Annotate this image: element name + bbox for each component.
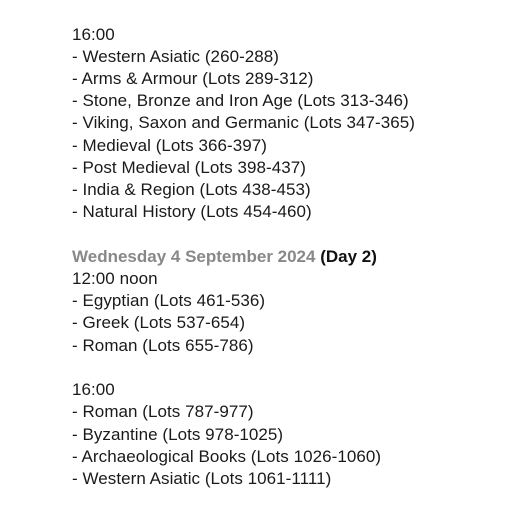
spacer <box>72 357 502 379</box>
day-date: Wednesday 4 September 2024 <box>72 246 316 266</box>
lot-range-item: - Roman (Lots 787-977) <box>72 402 254 422</box>
session-time: 16:00 <box>72 380 115 400</box>
lot-range-item: - Western Asiatic (Lots 1061-1111) <box>72 469 332 489</box>
lot-range-item: - Arms & Armour (Lots 289-312) <box>72 68 314 88</box>
session-time: 16:00 <box>72 24 115 44</box>
lot-range-item: - Byzantine (Lots 978-1025) <box>72 424 284 444</box>
lot-range-item: - Egyptian (Lots 461-536) <box>72 291 266 311</box>
lot-range-item: - Greek (Lots 537-654) <box>72 313 246 333</box>
lot-range-item: - Archaeological Books (Lots 1026-1060) <box>72 446 382 466</box>
spacer <box>72 223 502 245</box>
lot-range-item: - India & Region (Lots 438-453) <box>72 180 311 199</box>
spacer <box>72 1 502 23</box>
auction-schedule <box>72 0 502 490</box>
session-time: 12:00 noon <box>72 269 158 288</box>
day-label: (Day 2) <box>320 246 377 266</box>
day-heading <box>72 246 502 268</box>
lot-range-item: - Medieval (Lots 366-397) <box>72 135 267 155</box>
lot-range-item: - Post Medieval (Lots 398-437) <box>72 157 306 177</box>
lot-range-item: - Viking, Saxon and Germanic (Lots 347-365) <box>72 113 415 133</box>
lot-range-item: - Natural History (Lots 454-460) <box>72 202 312 222</box>
lot-range-item: - Stone, Bronze and Iron Age (Lots 313-346) <box>72 91 409 111</box>
lot-range-item: - Western Asiatic (260-288) <box>72 46 280 66</box>
lot-range-item: - Roman (Lots 655-786) <box>72 335 254 355</box>
